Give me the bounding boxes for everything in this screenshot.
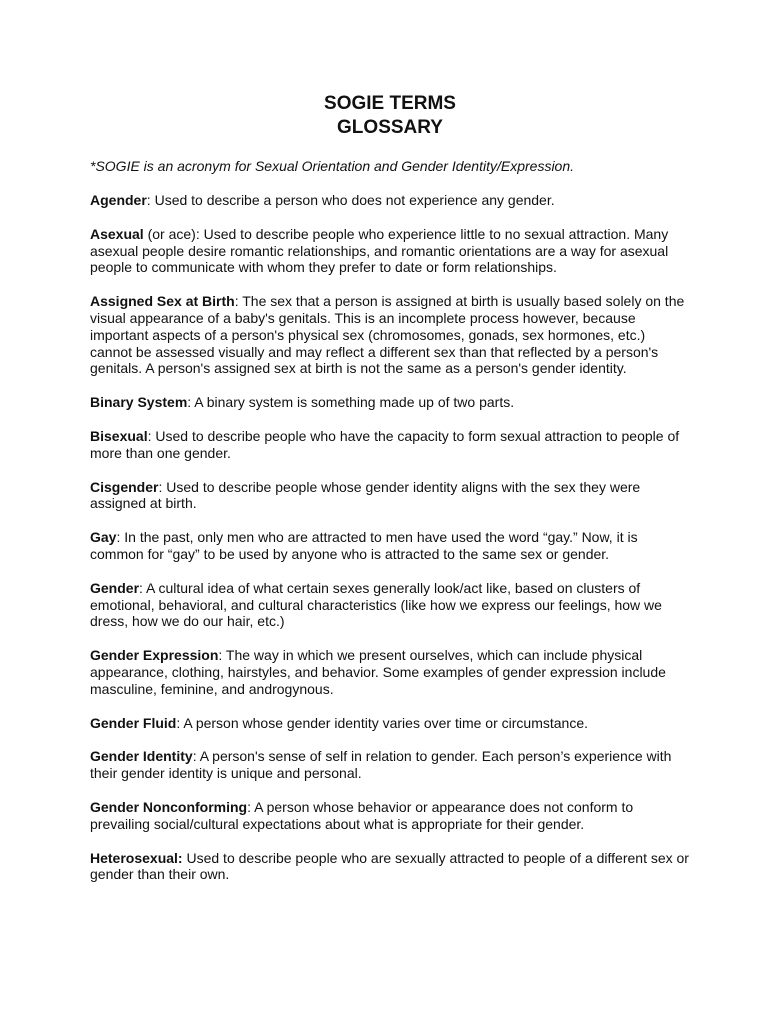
glossary-term: Binary System xyxy=(90,394,188,411)
glossary-definition: A person's sense of self in relation to gender. Each person’s experience with their gender identity is unique and personal. xyxy=(90,748,672,782)
glossary-entry-binary-system xyxy=(90,394,690,411)
glossary-definition: A cultural idea of what certain sexes generally look/act like, based on clusters of emotional, behavioral, and cultural characteristics (like how we express our feelings, how we dress, how we do our hair, etc.) xyxy=(90,579,662,630)
glossary-definition: Used to describe people who experience little to no sexual attraction. Many asexual people desire romantic relationships, and romantic orientations are a way for asexual people to communicate with whom they prefer to date or form relationships. xyxy=(90,225,669,276)
term-separator: : xyxy=(247,798,255,815)
glossary-definition: Used to describe people who have the capacity to form sexual attraction to people of more than one gender. xyxy=(90,427,680,461)
glossary-definition: A person whose behavior or appearance does not conform to prevailing social/cultural expectations about what is appropriate for their gender. xyxy=(90,798,634,832)
glossary-list xyxy=(90,192,690,883)
glossary-definition: Used to describe people who are sexually attracted to people of a different sex or gender than their own. xyxy=(90,849,689,883)
glossary-term: Gender Identity xyxy=(90,748,193,765)
glossary-definition: A binary system is something made up of two parts. xyxy=(194,394,515,411)
document-page xyxy=(90,92,690,883)
glossary-entry-heterosexual xyxy=(90,850,690,884)
term-separator: : xyxy=(234,293,243,310)
glossary-entry-gender-fluid xyxy=(90,715,690,732)
glossary-term: Gender Expression xyxy=(90,647,219,664)
term-separator: : xyxy=(218,647,226,664)
glossary-definition: Used to describe people whose gender identity aligns with the sex they were assigned at birth. xyxy=(90,478,641,512)
glossary-definition: The way in which we present ourselves, which can include physical appearance, clothing, hairstyles, and behavior. Some examples of gender expression include masculine, feminine, and androgynous. xyxy=(90,647,666,697)
term-separator: : xyxy=(158,478,167,495)
glossary-term: Asexual xyxy=(90,225,144,242)
term-separator: : xyxy=(176,714,184,731)
glossary-definition: The sex that a person is assigned at birth is usually based solely on the visual appearance of a baby's genitals. This is an incomplete process however, because important aspects of a person's physical sex (chromosomes, gonads, sex hormones, etc.) cannot be assessed visually and may reflect a different sex than that reflected by a person's genitals. A person's assigned sex at birth is not the same as a person's gender identity. xyxy=(90,293,685,377)
glossary-definition: A person whose gender identity varies over time or circumstance. xyxy=(183,714,588,731)
glossary-term: Gender Fluid xyxy=(90,714,177,731)
glossary-entry-cisgender xyxy=(90,479,690,513)
glossary-entry-gay xyxy=(90,529,690,563)
term-separator: (or ace): xyxy=(143,225,204,242)
glossary-term: Gender xyxy=(90,579,140,596)
page-title xyxy=(90,92,690,140)
acronym-note: *SOGIE is an acronym for Sexual Orientation and Gender Identity/Expression. xyxy=(90,158,575,174)
glossary-term: Assigned Sex at Birth xyxy=(90,293,235,310)
glossary-entry-asexual xyxy=(90,226,690,276)
title-line-1: SOGIE TERMS xyxy=(324,93,456,114)
glossary-term: Gay xyxy=(90,529,117,546)
glossary-definition: In the past, only men who are attracted to men have used the word “gay.” Now, it is common for “gay” to be used by anyone who is attracted to the same sex or gender. xyxy=(90,529,638,562)
glossary-definition: Used to describe a person who does not experience any gender. xyxy=(154,192,555,208)
glossary-entry-gender-identity xyxy=(90,748,690,782)
term-separator: : xyxy=(146,192,155,208)
term-separator: : xyxy=(147,427,156,444)
glossary-entry-gender xyxy=(90,580,690,630)
glossary-term: Cisgender xyxy=(90,478,159,495)
term-separator: : xyxy=(187,394,195,411)
glossary-term: Bisexual xyxy=(90,427,148,444)
glossary-entry-agender xyxy=(90,192,690,209)
glossary-entry-assigned-sex-at-birth xyxy=(90,293,690,377)
glossary-entry-bisexual xyxy=(90,428,690,462)
glossary-term: Heterosexual: xyxy=(90,849,183,866)
term-separator: : xyxy=(192,748,200,765)
term-separator: : xyxy=(116,529,125,546)
glossary-term: Gender Nonconforming xyxy=(90,798,248,815)
glossary-entry-gender-nonconforming xyxy=(90,799,690,833)
glossary-term: Agender xyxy=(90,192,147,208)
glossary-entry-gender-expression xyxy=(90,647,690,697)
title-line-2: GLOSSARY xyxy=(337,117,443,138)
term-separator: : xyxy=(139,579,147,596)
